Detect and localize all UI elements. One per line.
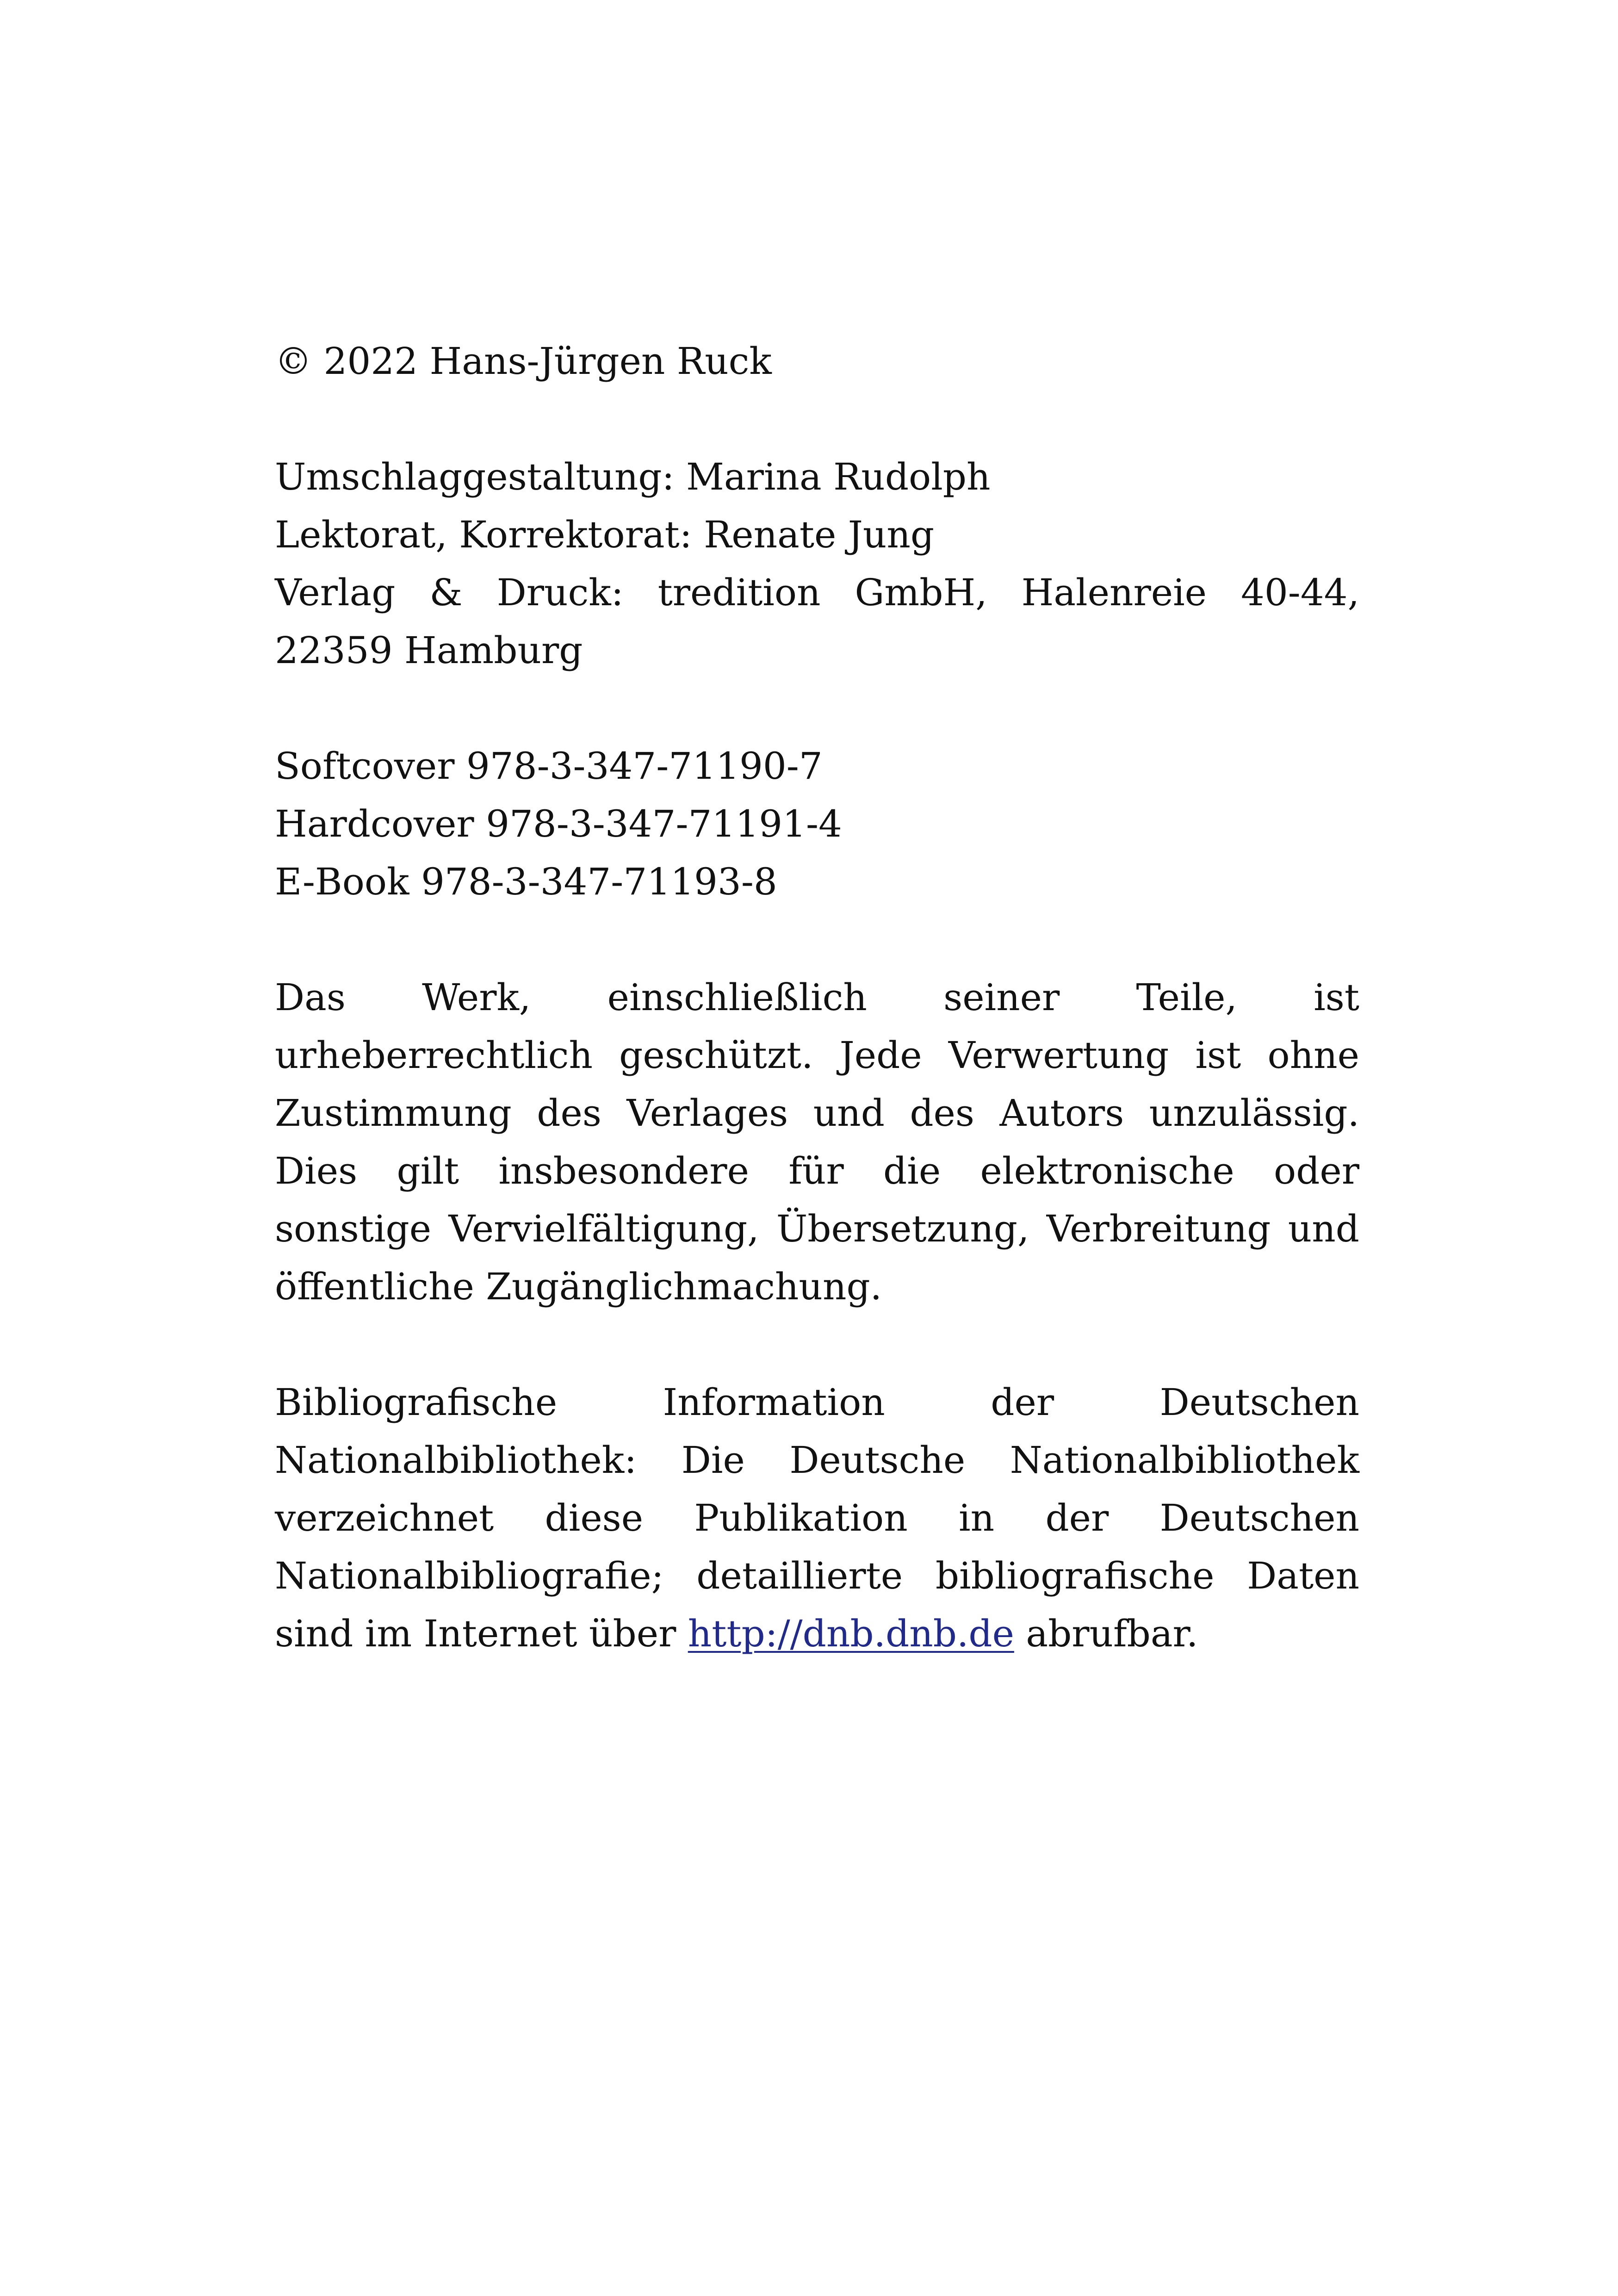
spacer — [275, 911, 1359, 968]
isbn-ebook: E-Book 978-3-347-71193-8 — [275, 860, 777, 903]
spacer — [275, 390, 1359, 448]
rights-notice-paragraph: Das Werk, einschließlich seiner Teile, ist urheberrechtlich geschützt. Jede Verwertung ist ohne Zustimmung des Verlages und des Autors unzulässig. Dies gilt insbesondere für die elektronische oder sonstige Vervielfältigung, Übersetzung, Verbreitung und öffentliche Zugänglichmachung. — [275, 976, 1359, 1308]
imprint-block — [275, 332, 1359, 1663]
publisher-line: Verlag & Druck: tredition GmbH, Halenreie 40-44, — [275, 571, 1359, 614]
spacer — [275, 1316, 1359, 1373]
isbn-softcover: Softcover 978-3-347-71190-7 — [275, 745, 823, 788]
bibliographic-notice-paragraph — [275, 1373, 1359, 1663]
isbn-hardcover: Hardcover 978-3-347-71191-4 — [275, 802, 842, 845]
dnb-link[interactable]: http://dnb.dnb.de — [688, 1612, 1014, 1655]
copyright-line: © 2022 Hans-Jürgen Ruck — [275, 340, 772, 383]
bibliographic-notice-suffix: abrufbar. — [1014, 1612, 1198, 1655]
spacer — [275, 679, 1359, 737]
editing-credit: Lektorat, Korrektorat: Renate Jung — [275, 513, 935, 556]
publisher-address-line: 22359 Hamburg — [275, 629, 583, 672]
bibliographic-notice-text: Bibliografische Information der Deutschen Nationalbibliothek: Die Deutsche Nationalbibliothek verzeichnet diese Publikation in der Deutschen Nationalbibliografie; detaillierte bibliografische Daten sind im Internet über — [275, 1381, 1359, 1655]
cover-design-credit: Umschlaggestaltung: Marina Rudolph — [275, 455, 991, 498]
